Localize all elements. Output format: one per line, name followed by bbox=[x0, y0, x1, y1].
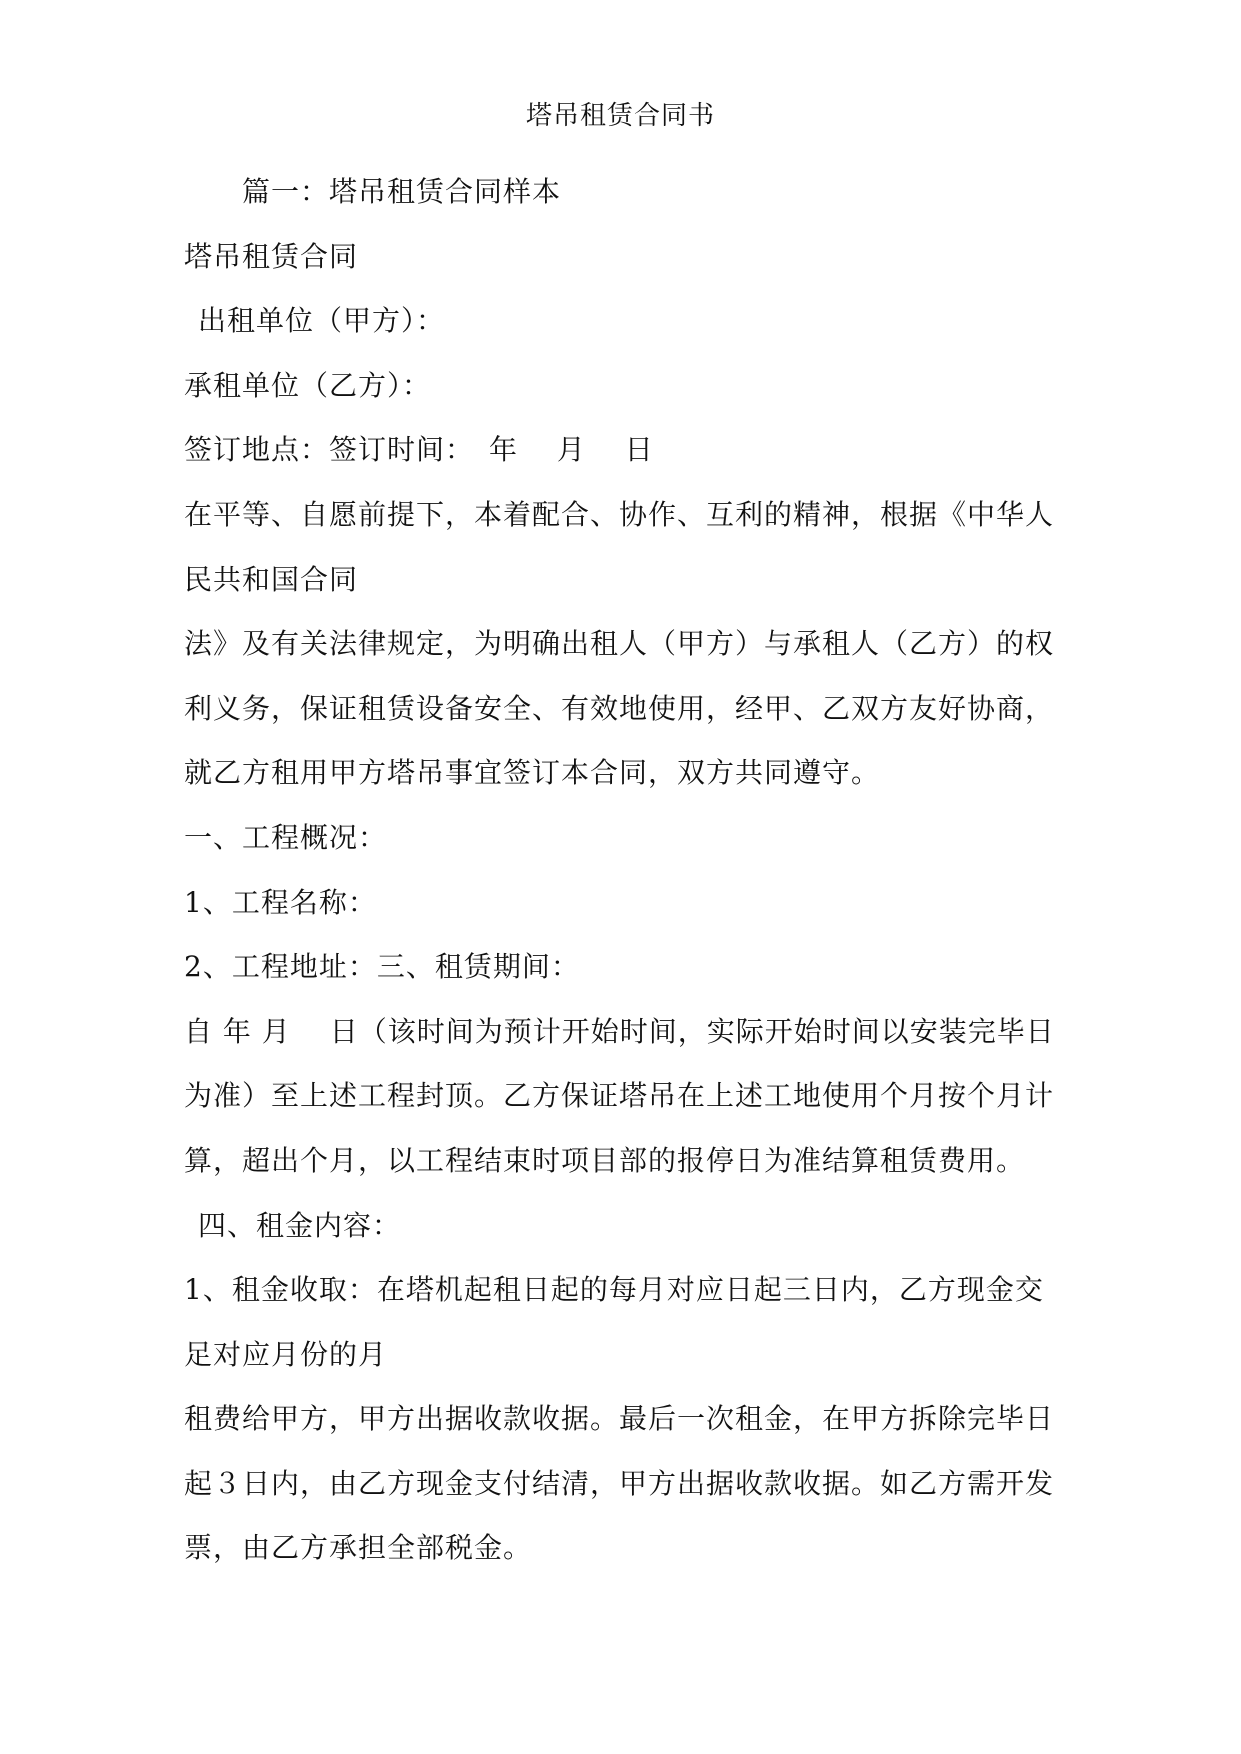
paragraph-line: 租费给甲方，甲方出据收款收据。最后一次租金，在甲方拆除完毕日 bbox=[184, 1402, 1055, 1436]
list-item: 1、工程名称： bbox=[184, 885, 377, 919]
paragraph-line: 法》及有关法律规定，为明确出租人（甲方）与承租人（乙方）的权 bbox=[184, 627, 1055, 661]
signing-line: 签订地点：签订时间： 年 月 日 bbox=[184, 433, 654, 467]
document-body bbox=[184, 160, 1064, 1581]
section-heading: 一、工程概况： bbox=[184, 820, 388, 854]
paragraph-line: 民共和国合同 bbox=[184, 562, 359, 596]
lessee-line: 承租单位（乙方）： bbox=[184, 368, 432, 402]
paragraph-line: 在平等、自愿前提下，本着配合、协作、互利的精神，根据《中华人 bbox=[184, 497, 1055, 531]
paragraph-line: 为准）至上述工程封顶。乙方保证塔吊在上述工地使用个月按个月计 bbox=[184, 1079, 1055, 1113]
paragraph-line: 票，由乙方承担全部税金。 bbox=[184, 1531, 533, 1565]
contract-heading: 塔吊租赁合同 bbox=[184, 239, 359, 273]
section-heading: 篇一：塔吊租赁合同样本 bbox=[242, 175, 562, 208]
paragraph-line: 就乙方租用甲方塔吊事宜签订本合同，双方共同遵守。 bbox=[184, 756, 881, 790]
paragraph-line: 起３日内，由乙方现金支付结清，甲方出据收款收据。如乙方需开发 bbox=[184, 1466, 1055, 1500]
paragraph-line: 1、租金收取：在塔机起租日起的每月对应日起三日内，乙方现金交 bbox=[184, 1273, 1044, 1307]
lessor-line: 出租单位（甲方）： bbox=[198, 304, 446, 338]
paragraph-line: 利义务，保证租赁设备安全、有效地使用，经甲、乙双方友好协商， bbox=[184, 691, 1055, 725]
document-title: 塔吊租赁合同书 bbox=[525, 101, 715, 131]
section-heading: 四、租金内容： bbox=[198, 1208, 402, 1242]
paragraph-line: 自 年 月 日（该时间为预计开始时间，实际开始时间以安装完毕日 bbox=[184, 1014, 1055, 1048]
paragraph-line: 算，超出个月，以工程结束时项目部的报停日为准结算租赁费用。 bbox=[184, 1143, 1026, 1177]
paragraph-line: 足对应月份的月 bbox=[184, 1337, 388, 1371]
list-item: 2、工程地址：三、租赁期间： bbox=[184, 950, 580, 984]
